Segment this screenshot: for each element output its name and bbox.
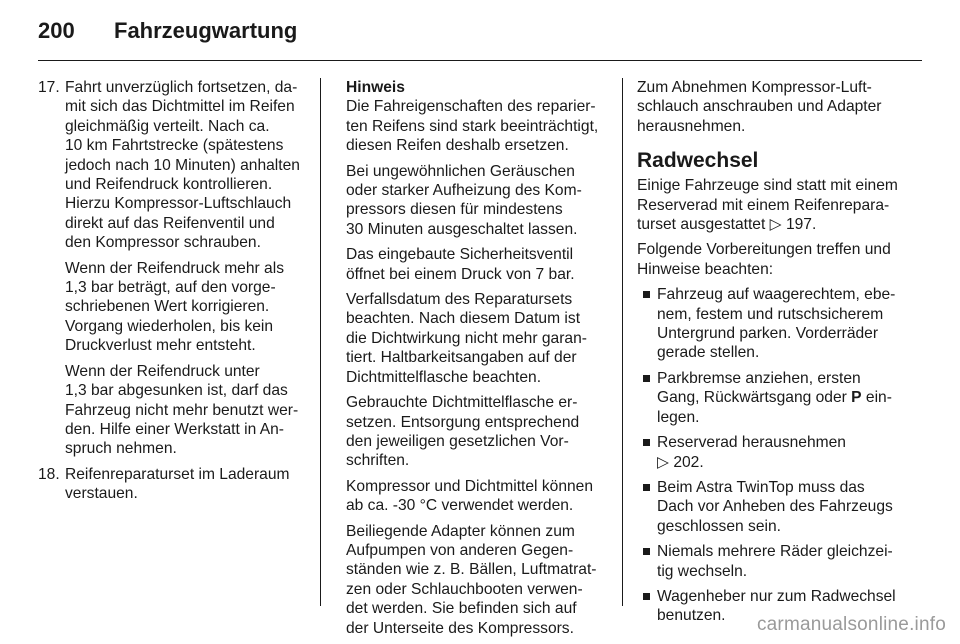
text-line: tiert. Haltbarkeitsangaben auf der xyxy=(346,349,577,367)
bullet-square-icon xyxy=(643,375,650,382)
text-line: den jeweiligen gesetzlichen Vor- xyxy=(346,432,569,450)
bullet-square-icon xyxy=(643,439,650,446)
text-line: der Unterseite des Kompressors. xyxy=(346,619,574,637)
text-line: Bei ungewöhnlichen Geräuschen xyxy=(346,162,575,180)
text-line: direkt auf das Reifenventil und xyxy=(65,214,275,232)
watermark: carmanualsonline.info xyxy=(756,614,946,635)
text-line: verstauen. xyxy=(65,485,138,503)
text-line: Wenn der Reifendruck mehr als xyxy=(65,259,284,277)
column-left xyxy=(38,78,308,510)
text-line: jedoch nach 10 Minuten) anhalten xyxy=(65,156,300,174)
page-title: Fahrzeugwartung xyxy=(114,18,298,43)
header-divider xyxy=(38,60,922,61)
text-line: den Kompressor schrauben. xyxy=(65,234,261,252)
step-18-text xyxy=(65,465,308,504)
paragraph-disposal xyxy=(346,393,608,471)
paragraph-adapter-removal xyxy=(637,78,905,136)
text-line: oder starker Aufheizung des Kom- xyxy=(346,182,582,200)
text-line: Wenn der Reifendruck unter xyxy=(65,362,260,380)
text-line: Verfallsdatum des Reparatursets xyxy=(346,291,573,309)
text-line: ab ca. -30 °C verwendet werden. xyxy=(346,497,574,515)
text-line: nem, festem und rutschsicherem xyxy=(657,305,884,323)
text-line: Dach vor Anheben des Fahrzeugs xyxy=(657,498,893,516)
paragraph-safety-valve xyxy=(346,245,608,284)
step-17-paragraph-3 xyxy=(65,362,308,459)
text-line: Zum Abnehmen Kompressor-Luft- xyxy=(637,79,872,96)
text-line: Hierzu Kompressor-Luftschlauch xyxy=(65,195,292,213)
text-line: Folgende Vorbereitungen treffen und xyxy=(637,241,891,259)
hint-title: Hinweis xyxy=(346,79,405,96)
step-number: 18. xyxy=(38,465,60,483)
text-line: 10 km Fahrtstrecke (spätestens xyxy=(65,137,284,155)
text-line: Niemals mehrere Räder gleichzei- xyxy=(657,543,893,561)
text-line: Einige Fahrzeuge sind statt mit einem xyxy=(637,177,898,195)
column-right xyxy=(637,78,905,632)
text-line: Das eingebaute Sicherheitsventil xyxy=(346,246,574,264)
hint-box xyxy=(346,78,608,156)
text-line: und Reifendruck kontrollieren. xyxy=(65,176,273,194)
text-line: öffnet bei einem Druck von 7 bar. xyxy=(346,265,575,283)
column-divider-left xyxy=(320,78,321,606)
text-line: legen. xyxy=(657,408,700,426)
text-line: Wagenheber nur zum Radwechsel xyxy=(657,587,896,605)
text-line: schlauch anschrauben und Adapter xyxy=(637,98,882,116)
text-line: mit sich das Dichtmittel im Reifen xyxy=(65,98,295,116)
text-line: gerade stellen. xyxy=(657,344,760,362)
text-line: Fahrt unverzüglich fortsetzen, da- xyxy=(65,79,298,96)
text-line: ten Reifens sind stark beeinträchtigt, xyxy=(346,117,599,135)
page-number: 200 xyxy=(38,18,75,43)
paragraph-adapters xyxy=(346,522,608,638)
text-line: Hinweise beachten: xyxy=(637,260,774,278)
text-line: die Dichtwirkung nicht mehr garan- xyxy=(346,329,587,347)
text-fragment: ein- xyxy=(861,389,892,407)
step-17-text xyxy=(65,78,308,253)
text-line: Dichtmittelflasche beachten. xyxy=(346,368,542,386)
text-line: 30 Minuten ausgeschaltet lassen. xyxy=(346,220,578,238)
text-line: Reifenreparaturset im Laderaum xyxy=(65,465,290,483)
bullet-item xyxy=(637,433,905,472)
step-18 xyxy=(38,465,308,504)
paragraph-expiry xyxy=(346,290,608,387)
text-line: Reserverad mit einem Reifenrepara- xyxy=(637,196,890,214)
text-line: pressors diesen für mindestens xyxy=(346,201,563,219)
text-line: 1,3 bar beträgt, auf den vorge- xyxy=(65,279,276,297)
text-line: 1,3 bar abgesunken ist, darf das xyxy=(65,382,288,400)
text-line xyxy=(657,388,905,407)
text-line: geschlossen sein. xyxy=(657,517,781,535)
text-line: setzen. Entsorgung entsprechend xyxy=(346,413,580,431)
text-line: Untergrund parken. Vorderräder xyxy=(657,325,879,343)
bullet-item xyxy=(637,478,905,536)
paragraph-temperature xyxy=(346,477,608,516)
text-line: diesen Reifen deshalb ersetzen. xyxy=(346,137,569,155)
text-line: Druckverlust mehr entsteht. xyxy=(65,337,256,355)
text-line: Aufpumpen von anderen Gegen- xyxy=(346,541,574,559)
text-line: gleichmäßig verteilt. Nach ca. xyxy=(65,117,270,135)
text-line: zen oder Schlauchbooten verwen- xyxy=(346,580,583,598)
text-line: Die Fahreigenschaften des reparier- xyxy=(346,98,596,116)
step-17-paragraph-2 xyxy=(65,259,308,356)
bullet-square-icon xyxy=(643,593,650,600)
text-line: schriebenen Wert korrigieren. xyxy=(65,298,270,316)
text-line: Reserverad herausnehmen xyxy=(657,434,846,452)
gear-p-label: P xyxy=(851,389,862,407)
bullet-item xyxy=(637,542,905,581)
paragraph-intro xyxy=(637,176,905,234)
bullet-square-icon xyxy=(643,291,650,298)
text-line: ständen wie z. B. Bällen, Luftmatrat- xyxy=(346,561,597,579)
text-line: herausnehmen. xyxy=(637,117,746,135)
bullet-square-icon xyxy=(643,484,650,491)
page-header xyxy=(38,18,922,58)
step-number: 17. xyxy=(38,79,60,96)
text-line: Beiliegende Adapter können zum xyxy=(346,522,575,540)
paragraph-preparations xyxy=(637,240,905,279)
text-line: den. Hilfe einer Werkstatt in An- xyxy=(65,420,284,438)
paragraph-noise xyxy=(346,162,608,240)
text-line: Gebrauchte Dichtmittelflasche er- xyxy=(346,394,578,412)
page-reference: ▷ 202. xyxy=(657,453,704,471)
step-17 xyxy=(38,78,308,459)
text-line: benutzen. xyxy=(657,607,726,625)
text-line: Kompressor und Dichtmittel können xyxy=(346,477,594,495)
text-line: Fahrzeug nicht mehr benutzt wer- xyxy=(65,401,299,419)
bullet-square-icon xyxy=(643,548,650,555)
text-line: Fahrzeug auf waagerechtem, ebe- xyxy=(657,286,896,304)
text-line: det werden. Sie befinden sich auf xyxy=(346,600,577,618)
text-line: schriften. xyxy=(346,452,410,470)
text-line: Beim Astra TwinTop muss das xyxy=(657,478,865,496)
section-heading: Radwechsel xyxy=(637,149,759,173)
text-fragment: Gang, Rückwärtsgang oder xyxy=(657,389,852,407)
column-middle xyxy=(346,78,608,644)
bullet-item xyxy=(637,369,905,427)
text-line: Parkbremse anziehen, ersten xyxy=(657,369,861,387)
text-line: tig wechseln. xyxy=(657,562,748,580)
column-divider-right xyxy=(622,78,623,606)
text-line: spruch nehmen. xyxy=(65,440,177,458)
text-line: Vorgang wiederholen, bis kein xyxy=(65,317,274,335)
bullet-item xyxy=(637,285,905,363)
text-line: turset ausgestattet ▷ 197. xyxy=(637,216,817,234)
text-line: beachten. Nach diesem Datum ist xyxy=(346,310,581,328)
